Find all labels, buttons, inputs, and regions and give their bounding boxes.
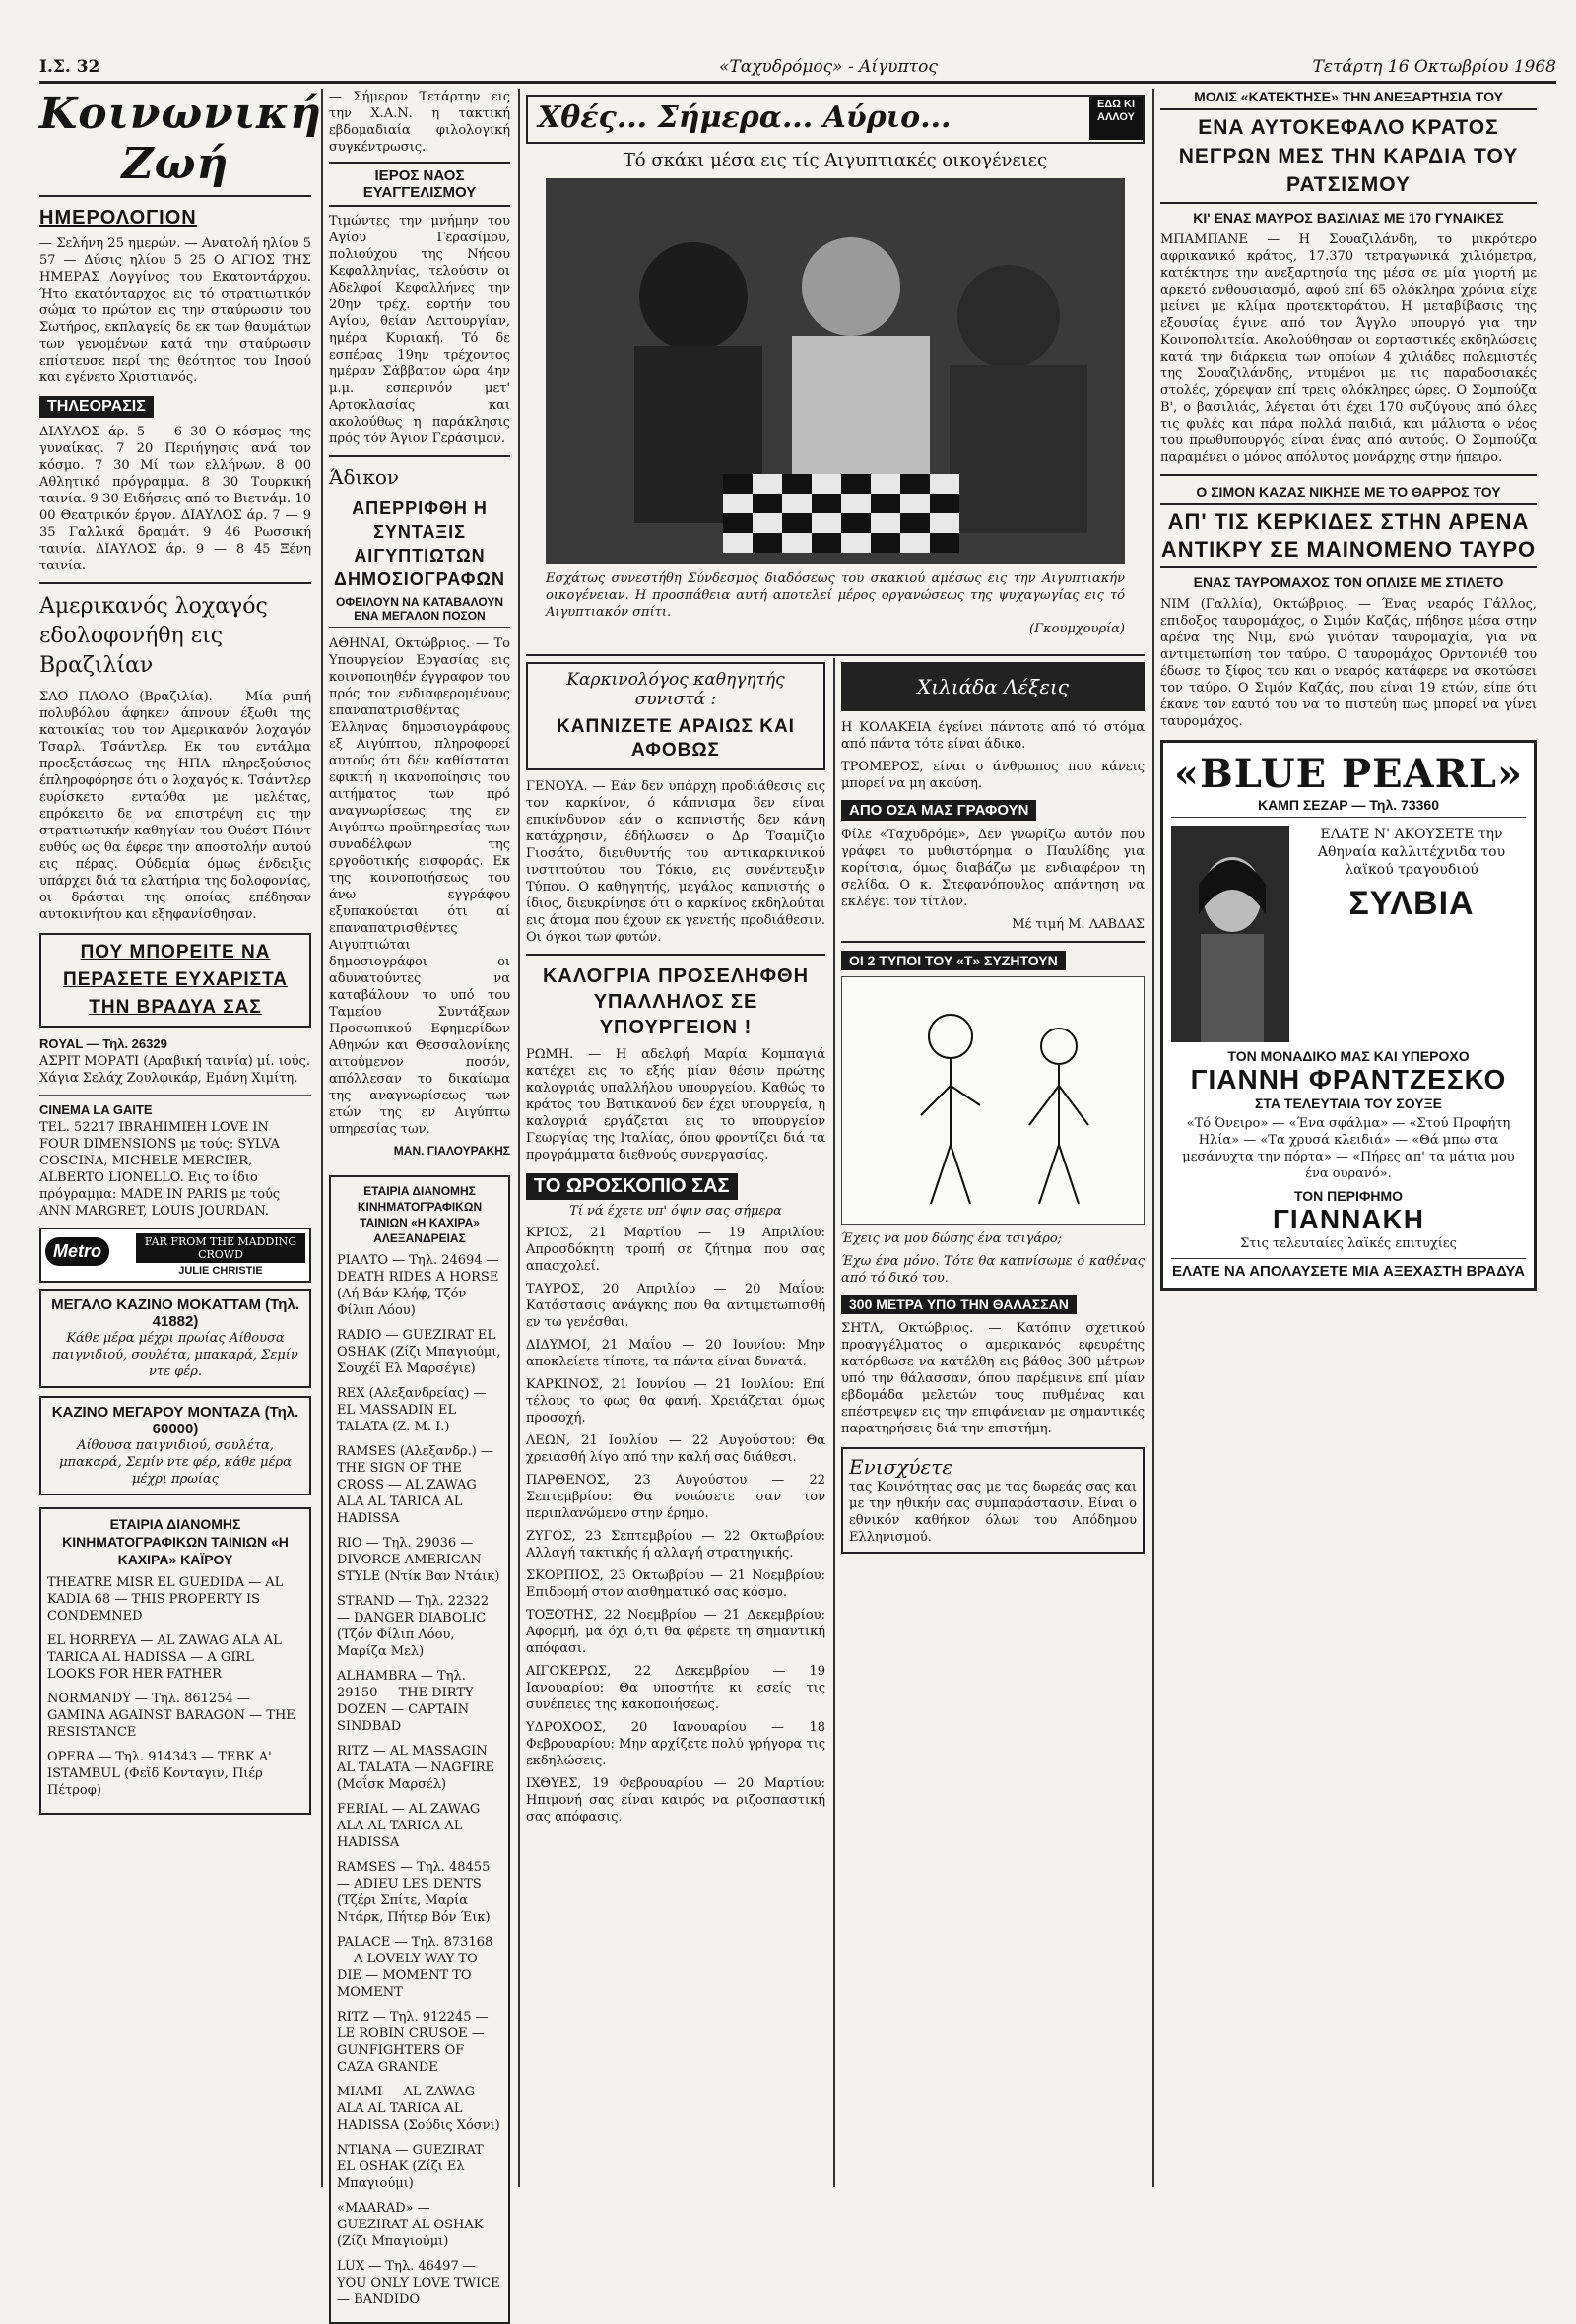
- horoscope-item: ΖΥΓΟΣ, 23 Σεπτεμβρίου — 22 Οκτωβρίου: Αλλαγή τακτικής ή αλλαγή στρατηγικής.: [526, 1529, 825, 1560]
- letters-heading: ΑΠΟ ΟΣΑ ΜΑΣ ΓΡΑΦΟΥΝ: [841, 800, 1036, 821]
- aphorism-strip-label: Χιλιάδα Λέξεις: [917, 675, 1069, 698]
- singer-portrait: [1171, 826, 1289, 1042]
- ad-footer: ΕΛΑΤΕ ΝΑ ΑΠΟΛΑΥΣΕΤΕ ΜΙΑ ΑΞΕΧΑΣΤΗ ΒΡΑΔΥΑ: [1171, 1258, 1526, 1280]
- venue-item: [39, 1396, 311, 1495]
- cinema-item: REX (Αλεξανδρείας) — EL MASSADIN EL TALATA (Ζ. Μ. Ι.): [337, 1386, 487, 1434]
- horoscope-item: ΙΧΘΥΕΣ, 19 Φεβρουαρίου — 20 Μαρτίου: Ηπιμονή σας είναι καιρός να ριζοσπαστική σας απόφασις.: [526, 1776, 825, 1825]
- tonight-heading: ΠΟΥ ΜΠΟΡΕΙΤΕ ΝΑ ΠΕΡΑΣΕΤΕ ΕΥΧΑΡΙΣΤΑ ΤΗΝ ΒΡΑΔΥΑ ΣΑΣ: [62, 942, 289, 1018]
- aphorism-1: Η ΚΟΛΑΚΕΙΑ έγείνει πάντοτε από τό στόμα από πάντα τότε είναι άδικο.: [841, 720, 1145, 752]
- cinema-item: THEATRE MISR EL GUEDIDA — AL KADIA 68 — THIS PROPERTY IS CONDEMNED: [47, 1575, 284, 1624]
- feature-subtitle: Τό σκάκι μέσα εις τίς Αιγυπτιακές οικογένειες: [623, 150, 1048, 170]
- cartoon-caption-1: Έχεις να μου δώσης ένα τσιγάρο;: [841, 1231, 1063, 1246]
- cinema-item: RAMSES — Τηλ. 48455 — ADIEU LES DENTS (Τζέρι Σπίτε, Μαρία Ντάρκ, Πήτερ Βόν Έικ): [337, 1860, 491, 1925]
- letters-text: Φίλε «Ταχυδρόμε», Δεν γνωρίζω αυτόν που γράφει το μυθιστόρημα ο Παυλίδης για κορίτσια, όμως διαβάζω με ενδιαφέρον τη σελίδα. Ο κ. Στεφανόπουλος απάντηση να εκλέγει τον τίτλον.: [841, 828, 1145, 909]
- column-rule: [833, 658, 835, 2187]
- rejection-headline: ΑΠΕΡΡΙΦΘΗ Η ΣΥΝΤΑΞΙΣ ΑΙΓΥΠΤΙΩΤΩΝ ΔΗΜΟΣΙΟΓΡΑΦΩΝ: [334, 498, 505, 589]
- nightclub-ad: [1160, 740, 1537, 1291]
- nun-article: ΡΩΜΗ. — Η αδελφή Μαρία Κομπαγιά κατέχει εις το εξής μίαν θέσιν πρώτης καλογριάς υπαλλήλου υπουργείου. Καθώς το κράτος του Βατικανού δεν έχει υπουργεία, η καλογριά εργάζεται εις το υπουργείον Γεωργίας της Ιταλίας, όπου φροντίζει διά τα προγράμματα διεθνούς συνεργασίας.: [526, 1047, 825, 1162]
- cinema-item: STRAND — Τηλ. 22322 — DANGER DIABOLIC (Τζόν Φίλιπ Λόου, Μαρίζα Μελ): [337, 1594, 490, 1659]
- horoscope-subheading: Τί νά έχετε υπ' όψιν σας σήμερα: [569, 1204, 782, 1219]
- social-note: — Σήμερον Τετάρτην εις την Χ.Α.Ν. η τακτική εβδομαδιαία φιλολογική συγκέντρωσις.: [329, 90, 510, 155]
- cinema-item: NTIANA — GUEZIRAT EL OSHAK (Ζίζι Ελ Μπαγιούμι): [337, 2143, 484, 2191]
- column-social: [39, 89, 323, 2187]
- aphorism-2: ΤΡΟΜΕΡΟΣ, είναι ο άνθρωπος που κάνεις μπορεί να μη ακούση.: [841, 760, 1145, 791]
- ad-famous: ΤΟΝ ΠΕΡΙΦΗΜΟ: [1293, 1188, 1404, 1204]
- bull-article: ΝΙΜ (Γαλλία), Οκτώβριος. — Ένας νεαρός Γάλλος, επιδοξος ταυρομάχος, ο Σιμόν Καζάς, πήδησε μέσα στην αρένα της Νιμ, ενώ γινόταν ταυρομαχία, για να αντιμετωπίση τον ταύρο. Ο ταυρομάχος Ορντονιέθ του έδωσε το ξίφος του και ο νεαρός κατάφερε να σκοτώσει τον ταύρο. Ο Σιμόν Καζάς, που είναι 19 ετών, είπε ότι έκανε τον εαυτό του να το πιστεύη πως μπορεί να γίνει ταυρομάχος.: [1160, 597, 1537, 729]
- community-box: [841, 1447, 1145, 1554]
- swazi-subhead: ΚΙ' ΕΝΑΣ ΜΑΥΡΟΣ ΒΑΣΙΛΙΑΣ ΜΕ 170 ΓΥΝΑΙΚΕΣ: [1193, 210, 1504, 226]
- ad-singer: ΣΥΛΒΙΑ: [1348, 885, 1475, 922]
- aphorism-strip: [841, 662, 1145, 711]
- ad-address: ΚΑΜΠ ΣΕΖΑΡ — Τηλ. 73360: [1171, 797, 1526, 818]
- murder-headline: Αμερικανός λοχαγός εδολοφονήθη εις Βραζιλίαν: [39, 594, 268, 678]
- adikon-label: Άδικον: [329, 465, 400, 489]
- cartoon-drawing: [842, 977, 1144, 1224]
- horoscope-item: ΚΑΡΚΙΝΟΣ, 21 Ιουνίου — 21 Ιουλίου: Επί τέλους το φως θα φανή. Χρειάζεται όμως προσοχή.: [526, 1377, 825, 1426]
- swazi-kicker: ΜΟΛΙΣ «ΚΑΤΕΚΤΗΣΕ» ΤΗΝ ΑΝΕΞΑΡΤΗΣΙΑ ΤΟΥ: [1194, 89, 1503, 104]
- horoscope-item: ΚΡΙΟΣ, 21 Μαρτίου — 19 Απριλίου: Απροσδόκητη τροπή σε ζήτημα που σας απασχολεί.: [526, 1226, 825, 1274]
- film-poster: [39, 1228, 311, 1283]
- ad-invite: ΕΛΑΤΕ Ν' ΑΚΟΥΣΕΤΕ την Αθηναία καλλιτέχνιδα του λαϊκού τραγουδιού: [1317, 827, 1506, 878]
- tv-listing: ΔΙΑΥΛΟΣ άρ. 5 — 6 30 Ο κόσμος της γυναίκας. 7 20 Περιήγησις ανά τον κόσμο. 7 30 Μί των ελλήνων. 8 00 Αθλητικό πρόγραμμα. 8 30 Τουρκική ταινία. 9 30 Ειδήσεις από το Βιετνάμ. 10 00 Θεατρικόν έργον. ΔΙΑΥΛΟΣ άρ. 7 — 9 35 Γαλλικά δραμάτ. 9 46 Ρωσσική ταινία. ΔΙΑΥΛΟΣ άρ. 9 — 8 45 Ξένη ταινία.: [39, 425, 311, 573]
- swazi-headline: ΕΝΑ ΑΥΤΟΚΕΦΑΛΟ ΚΡΑΤΟΣ ΝΕΓΡΩΝ ΜΕΣ ΤΗΝ ΚΑΡΔΙΑ ΤΟΥ ΡΑΤΣΙΣΜΟΥ: [1160, 108, 1537, 204]
- page-number: Ι.Σ. 32: [39, 57, 100, 77]
- letters-signature: Μέ τιμή Μ. ΛΑΒΔΑΣ: [1012, 917, 1145, 932]
- cinema-item: RITZ — AL MASSAGIN AL TALATA — NAGFIRE (Μοΐσκ Μαρσέλ): [337, 1744, 495, 1792]
- column-rule: [518, 89, 520, 2187]
- cinema-item: RAMSES (Αλεξανδρ.) — THE SIGN OF THE CROSS — AL ZAWAG ALA AL TARICA AL HADISSA: [337, 1444, 494, 1526]
- chess-photo-illustration: [546, 178, 1125, 564]
- cinema-item: EL HORREYA — AL ZAWAG ALA AL TARICA AL HADISSA — A GIRL LOOKS FOR HER FATHER: [47, 1633, 282, 1682]
- rejection-article: ΑΘΗΝΑΙ, Οκτώβριος. — Το Υπουργείον Εργασίας εις κοινοποιηθέν έγγραφον του πρός τον ενδιαφερομένους επαναπατρισθέντας Έλληνας δημοσιογράφους εξ Αιγύπτου, πληροφορεί αυτούς ότι δέν καθίσταται εφικτή η ικανοποίησις του αιτήματος των πρό αναγνωρίσεως της εν Αιγύπτω προϋπηρεσίας των συναδέλφων της εργοδοτικής εισφοράς. Εκ της κοινοποιήσεως του άνω εγγράφου εξυπακούεται ότι αί επαναπατρισθέντες Αιγυπτιώται δημοσιογράφοι οι αδυνατούντες να καταβάλουν το υπό του Ταμείου Συντάξεων Προσωπικού Εφημερίδων Αθηνών και Θεσσαλονίκης αιτούμενον ποσόν, απόλλεσαν το δικαίωμα της αναγνωρίσεως των ετών της εν Αιγύπτω υπηρεσίας των.: [329, 636, 510, 1137]
- horoscope-item: ΤΑΥΡΟΣ, 20 Απριλίου — 20 Μαΐου: Κατάστασις ανάγκης που θα αντιμετωπισθή εν τω γενέσθαι.: [526, 1282, 825, 1330]
- murder-article: ΣΑΟ ΠΑΟΛΟ (Βραζιλία). — Μία ριπή πολυβόλου άφηκεν άπνουν έξωθι της κατοικίας του τον Αμερικανόν λοχαγόν Τσαρλ. Τσάντλερ. Εκ του εντάλμα προεξετάσεως της ΗΠΑ πληρεξούσιος έπληροφόρησε ότι ο λοχαγός κ. Τσάντλερ ευρίσκετο ενταύθα με μελέτας, επρόκειτο δε να επιστρέψη εις την στρατιωτικήν καθηγίαν του Ουέστ Πόιντ ευθύς ως θα έφερε την αποστολήν αυτού εις πέρας. Ούδεμία όμως ένδειξις υπάρχει διά τα ελατήρια της δολοφονίας, οι δράσται της οποίας επέδησαν αυτοκινήτου και εξηφανίσθησαν.: [39, 690, 311, 922]
- tv-heading: ΤΗΛΕΟΡΑΣΙΣ: [39, 396, 154, 418]
- cinema-item: NORMANDY — Τηλ. 861254 — GAMINA AGAINST BARAGON — THE RESISTANCE: [47, 1692, 296, 1740]
- section-title: Κοινωνική Ζωή: [39, 89, 311, 197]
- oncology-headline: ΚΑΠΝΙΖΕΤΕ ΑΡΑΙΩΣ ΚΑΙ ΑΦΟΒΩΣ: [557, 716, 795, 761]
- venue-name: CINEMA LA GAITE: [39, 1102, 153, 1117]
- ad-hits: Στις τελευταίες λαϊκές επιτυχίες: [1240, 1236, 1457, 1251]
- nun-headline: ΚΑΛΟΓΡΙΑ ΠΡΟΣΕΛΗΦΘΗ ΥΠΑΛΛΗΛΟΣ ΣΕ ΥΠΟΥΡΓΕΙΟΝ !: [542, 965, 810, 1038]
- ad-songs-intro: ΣΤΑ ΤΕΛΕΥΤΑΙΑ ΤΟΥ ΣΟΥΞΕ: [1255, 1096, 1442, 1111]
- feature-box-label: ΕΔΩ ΚΙ ΑΛΛΟΥ: [1089, 97, 1143, 140]
- horoscope-item: ΥΔΡΟΧΟΟΣ, 20 Ιανουαρίου — 18 Φεβρουαρίου: Μην αρχίζετε πολύ γρήγορα τις εκδηλώσεις.: [526, 1720, 825, 1768]
- issue-date: Τετάρτη 16 Οκτωβρίου 1968: [1312, 57, 1556, 77]
- column-church: [329, 89, 510, 2307]
- cinema-item: RIO — Τηλ. 29036 — DIVORCE AMERICAN STYLE (Ντίκ Βαν Ντάικ): [337, 1536, 500, 1584]
- cartoon-heading: ΟΙ 2 ΤΥΠΟΙ ΤΟΥ «Τ» ΣΥΖΗΤΟΥΝ: [841, 951, 1066, 970]
- photo-caption: Εσχάτως συνεστήθη Σύνδεσμος διαδόσεως του σκακιού αμέσως εις την Αιγυπτιακήν οικογένειαν. Η προσπάθεια αυτή αποτελεί μέρος οργανώσεως της ψυχαγωγίας εις τό Αιγυπτιακόν σπίτι.: [546, 571, 1125, 620]
- calendar-text: — Σελήνη 25 ημερών. — Ανατολή ηλίου 5 57 — Δύσις ηλίου 5 25 Ο ΑΓΙΟΣ ΤΗΣ ΗΜΕΡΑΣ Λογγίνος του Εκατοντάρχου. Ήτο εκατόνταρχος εις τό στρατιωτικόν σώμα το πρώτον εις την σταύρωσιν του Σωτήρος, εκπλαγείς δε εκ των θαυμάτων των γενομένων κατά την σταύρωσιν επίστευσε περί της θεότητος του Ιησού και εγένετο Χριστιανός.: [39, 236, 311, 385]
- bull-headline: ΑΠ' ΤΙΣ ΚΕΡΚΙΔΕΣ ΣΤΗΝ ΑΡΕΝΑ ΑΝΤΙΚΡΥ ΣΕ ΜΑΙΝΟΜΕΝΟ ΤΑΥΡΟ: [1160, 503, 1537, 568]
- column-misc: [841, 662, 1145, 2187]
- horoscope-item: ΑΙΓΟΚΕΡΩΣ, 22 Δεκεμβρίου — 19 Ιανουαρίου: Θα υποστήτε κι εσείς τις συνέπειες της κακοποιήσεως.: [526, 1664, 825, 1712]
- cinema-item: RADIO — GUEZIRAT EL OSHAK (Ζίζι Μπαγιούμι, Σουχέϊ Ελ Μαρσέγιε): [337, 1328, 501, 1376]
- horoscope-list: [526, 1225, 825, 1826]
- poster-title: FAR FROM THE MADDING CROWD: [136, 1233, 305, 1263]
- cinema-item: «MAARAD» — GUEZIRAT AL OSHAK (Ζίζι Μπαγιούμι): [337, 2201, 484, 2249]
- rejection-author: ΜΑΝ. ΓΙΑΛΟΥΡΑΚΗΣ: [393, 1144, 510, 1158]
- venue-item: [39, 1101, 311, 1220]
- horoscope-item: ΤΟΞΟΤΗΣ, 22 Νοεμβρίου — 21 Δεκεμβρίου: Αφορμή, μα όχι ό,τι θα φέρετε τη σημαντική απόφασι.: [526, 1608, 825, 1656]
- chess-photo: [546, 178, 1125, 564]
- oncology-kicker: Καρκινολόγος καθηγητής συνιστά :: [566, 670, 785, 709]
- venue-name: ΜΕΓΑΛΟ ΚΑΖΙΝΟ ΜΟΚΑΤΤΑΜ (Τηλ. 41882): [51, 1296, 299, 1330]
- venue-item: [39, 1035, 311, 1087]
- column-rule: [1152, 89, 1154, 2187]
- cairo-company-heading: ΕΤΑΙΡΙΑ ΔΙΑΝΟΜΗΣ ΚΙΝΗΜΑΤΟΓΡΑΦΙΚΩΝ ΤΑΙΝΙΩΝ «Η ΚΑΧΙΡΑ» ΚΑΪΡΟΥ: [62, 1516, 289, 1567]
- venue-name: ΚΑΖΙΝΟ ΜΕΓΑΡΟΥ ΜΟΝΤΑΖΑ (Τηλ. 60000): [51, 1404, 299, 1437]
- cinema-item: LUX — Τηλ. 46497 — YOU ONLY LOVE TWICE — BANDIDO: [337, 2259, 500, 2307]
- horoscope-heading: ΤΟ ΩΡΟΣΚΟΠΙΟ ΣΑΣ: [526, 1173, 738, 1200]
- rejection-subhead: ΟΦΕΙΛΟΥΝ ΝΑ ΚΑΤΑΒΑΛΟΥΝ ΕΝΑ ΜΕΓΑΛΟΝ ΠΟΣΟΝ: [329, 595, 510, 628]
- cartoon-caption-2: Έχω ένα μόνο. Τότε θα καπνίσωμε ό καθένας από τό δικό του.: [841, 1254, 1145, 1286]
- cartoon-panel: [841, 976, 1145, 1225]
- bull-subhead: ΕΝΑΣ ΤΑΥΡΟΜΑΧΟΣ ΤΟΝ ΟΠΛΙΣΕ ΜΕ ΣΤΙΛΕΤΟ: [1193, 574, 1504, 590]
- community-text: τας Κοινότητας σας με τας δωρεάς σας και με την ηθικήν σας συμπαράστασιν. Είναι ο εθνικόν καθήκον όλων του Απόδημου Ελληνισμού.: [849, 1480, 1137, 1545]
- horoscope-item: ΠΑΡΘΕΝΟΣ, 23 Αυγούστου — 22 Σεπτεμβρίου: Θα νοιώσετε σαν τον περιπλανώμενο στην έρημο.: [526, 1473, 825, 1521]
- venue-details: Κάθε μέρα μέχρι πρωίας Αίθουσα παιγνιδιού, σουλέτα, μπακαρά, Σεμίν ντε φέρ.: [52, 1331, 298, 1379]
- venue-list: [39, 1035, 311, 1495]
- cinema-item: PALACE — Τηλ. 873168 — A LOVELY WAY TO DIE — MOMENT TO MOMENT: [337, 1935, 493, 2000]
- cinema-item: OPERA — Τηλ. 914343 — ΤΕΒΚ Α' ISTAMBUL (Φεϊδ Κονταγιν, Πιέρ Πέτροφ): [47, 1750, 272, 1798]
- horoscope-item: ΣΚΟΡΠΙΟΣ, 23 Οκτωβρίου — 21 Νοεμβρίου: Επιδρομή στον αισθηματικό σας κόσμο.: [526, 1568, 825, 1600]
- cinema-item: FERIAL — AL ZAWAG ALA AL TARICA AL HADISSA: [337, 1802, 481, 1850]
- venue-item: [39, 1289, 311, 1388]
- singer-photo: [1171, 826, 1289, 1042]
- cinema-box-alexandria: [329, 1175, 510, 2324]
- horoscope-item: ΛΕΩΝ, 21 Ιουλίου — 22 Αυγούστου: Θα χρειασθή λίγο από την καλή σας διάθεσι.: [526, 1433, 825, 1465]
- horoscope-item: ΔΙΔΥΜΟΙ, 21 Μαΐου — 20 Ιουνίου: Μην αποκλείετε τίποτε, τα πάντα είναι δυνατά.: [526, 1338, 825, 1369]
- ad-title: «BLUE PEARL»: [1173, 751, 1523, 797]
- ad-singer2: ΓΙΑΝΝΗ ΦΡΑΝΤΖΕΣΚΟ: [1190, 1064, 1507, 1095]
- swazi-article: ΜΠΑΜΠΑΝΕ — Η Σουαζιλάνδη, το μικρότερο αφρικανικό κράτος, 17.370 τετραγωνικά χιλιόμετρα, κατέκτησε την ανεξαρτησία της μέσα σε μία γιορτή με αρκετό ενθουσιασμό, αφού επί 65 ολόκληρα χρόνια είχε μείνει με κλίμα προτεκτοράτου. Η μεταβίβασις της εξουσίας έγινε από τον Άγγλο υπουργό για την Κοινοπολιτεία. Ακολούθησαν οι εορταστικές εκδηλώσεις κατά την διάρκεια των οποίων 4 χιλιάδες πολεμιστές της Σουαζιλάνδης, ντυμένοι με τις παραδοσιακές στολές, χόρεψαν επί τρεις ολόκληρες ώρες. Ο Σομπούζα Β', ο βασιλιάς, λέγεται ότι έχει 170 συζύγους από όλες τις φυλές και πάρα πολλά παιδιά, και μάλιστα ο νέος του πρωθυπουργός είναι ένας από αυτούς. Ο Σομπούζα παραμένει ο μόνος απόλυτος μονάρχης στην ήπειρο.: [1160, 232, 1537, 465]
- cinema-box-cairo: [39, 1507, 311, 1815]
- venue-details: Αίθουσα παιγνιδιού, σουλέτα, μπακαρά, Σεμίν ντε φέρ, κάθε μέρα μέχρι πρωίας: [59, 1438, 292, 1487]
- feature-script-title: Χθές... Σήμερα... Αύριο...: [538, 100, 952, 135]
- undersea-heading: 300 ΜΕΤΡΑ ΥΠΟ ΤΗΝ ΘΑΛΑΣΣΑΝ: [841, 1295, 1077, 1314]
- church-heading: ΙΕΡΟΣ ΝΑΟΣ ΕΥΑΓΓΕΛΙΣΜΟΥ: [329, 162, 510, 207]
- venue-name: ROYAL — Τηλ. 26329: [39, 1036, 167, 1051]
- alex-company-heading: ΕΤΑΙΡΙΑ ΔΙΑΝΟΜΗΣ ΚΙΝΗΜΑΤΟΓΡΑΦΙΚΩΝ ΤΑΙΝΙΩΝ «Η ΚΑΧΙΡΑ» ΑΛΕΞΑΝΔΡΕΙΑΣ: [357, 1184, 483, 1245]
- oncology-article: ΓΕΝΟΥΑ. — Εάν δεν υπάρχη προδιάθεσις εις τον καρκίνον, ό κάπνισμα δεν είναι επικίνδυνον εάν ο καπνιστής δεν κάνη κατάχρησιν, έδήλωσεν ο Δρ Τσαμίζιο Γιοσάτο, διευθυντής του αντικαρκινικού ινστιτούτου του Τόκιο, εις συνέντευξιν Τύπου. Ο καθηγητής, μεγάλος καπνιστής ο ίδιος, διευκρίνησε ότι ο καρκίνος εκδηλούται εις άτομα που έχουν εκ γενετής προδιάθεσιν. Οι όγκοι των φυτών.: [526, 779, 825, 945]
- photo-feature: [526, 95, 1145, 646]
- community-heading: Ενισχύετε: [849, 1455, 953, 1479]
- column-rule: [321, 89, 323, 2187]
- poster-star: JULIE CHRISTIE: [178, 1265, 263, 1277]
- cinema-item: RITZ — Τηλ. 912245 — LE ROBIN CRUSOE — GUNFIGHTERS OF CAZA GRANDE: [337, 2010, 489, 2075]
- cinema-item: MIAMI — AL ZAWAG ALA AL TARICA AL HADISSA (Σούδις Χόσνι): [337, 2085, 500, 2133]
- church-text: Τιμώντες την μνήμην του Αγίου Γερασίμου, πολιούχου της Νήσου Κεφαλληνίας, τελούσιν οι Αδελφοί Κεφαλλήνες την 20ην τρέχ. εορτήν του Αγίου, θείαν Λειτουργίαν, ημέρα Κυριακή. Τό δε εσπέρας 19ην τρέχοντος ημέραν Σάββατον ώρα 4ην μ.μ. εσπερινόν μετ' Αρτοκλασίας και ακολούθως η παράκλησις πρός τόν Άγιον Γεράσιμον.: [329, 214, 510, 446]
- feature-header: [526, 95, 1145, 144]
- bull-kicker: Ο ΣΙΜΟΝ ΚΑΖΑΣ ΝΙΚΗΣΕ ΜΕ ΤΟ ΘΑΡΡΟΣ ΤΟΥ: [1196, 484, 1501, 499]
- undersea-article: ΣΗΤΛ, Οκτώβριος. — Κατόπιν σχετικού προαγγέλματος ο αμερικανός εφευρέτης κατόρθωσε να κατέλθη εις βάθος 300 μέτρων υπό την θάλασσαν, όπου παρέμεινε επί μίαν εβδομάδα μελετών τους πυθμένας και επέστρεψεν εις την επιφάνειαν με σημαντικές παρατηρήσεις διά την επιστήμη.: [841, 1321, 1145, 1436]
- ad-unique: ΤΟΝ ΜΟΝΑΔΙΚΟ ΜΑΣ ΚΑΙ ΥΠΕΡΟΧΟ: [1227, 1048, 1470, 1064]
- venue-details: TEL. 52217 IBRAHIMIEH LOVE IN FOUR DIMENSIONS με τούς: SYLVA COSCINA, MICHELE MERCIER, ALBERTO LIONELLO. Εις το ίδιο πρόγραμμα: MADE IN PARIS με τούς ANN MARGRET, LOUIS JOURDAN.: [39, 1120, 281, 1219]
- divider: [526, 654, 1145, 656]
- column-world: [1160, 89, 1537, 2187]
- studio-logo: Metro: [45, 1237, 109, 1266]
- calendar-heading: ΗΜΕΡΟΛΟΓΙΟΝ: [39, 207, 197, 229]
- ad-songs: «Τό Όνειρο» — «Ένα σφάλμα» — «Στού Προφήτη Ηλία» — «Τα χρυσά κλειδιά» — «Θά μπω στα μεσάνυχτα την πόρτα» — «Πήρες απ' τα μάτια μου ένα ουρανό».: [1182, 1116, 1515, 1181]
- cinema-item: ALHAMBRA — Τηλ. 29150 — THE DIRTY DOZEN — CAPTAIN SINDBAD: [337, 1669, 474, 1734]
- ad-singer3: ΓΙΑΝΝΑΚΗ: [1273, 1204, 1424, 1234]
- photo-credit: (Γκουμχουρία): [1029, 622, 1125, 636]
- column-news: [526, 662, 825, 2187]
- newspaper-name: «Ταχυδρόμος» - Αίγυπτος: [719, 57, 938, 77]
- venue-details: ΑΣΡΙΤ ΜΟΡΑΤΙ (Αραβική ταινία) μί. ιούς. Χάγια Σελάχ Ζουλφικάρ, Εμάνη Χιμίτη.: [39, 1054, 310, 1086]
- page-masthead: [39, 57, 1556, 84]
- cinema-item: ΡΙΑΛΤΟ — Τηλ. 24694 — DEATH RIDES A HORSE (Λή Βάν Κλήφ, Τζόν Φίλιπ Λόου): [337, 1253, 499, 1318]
